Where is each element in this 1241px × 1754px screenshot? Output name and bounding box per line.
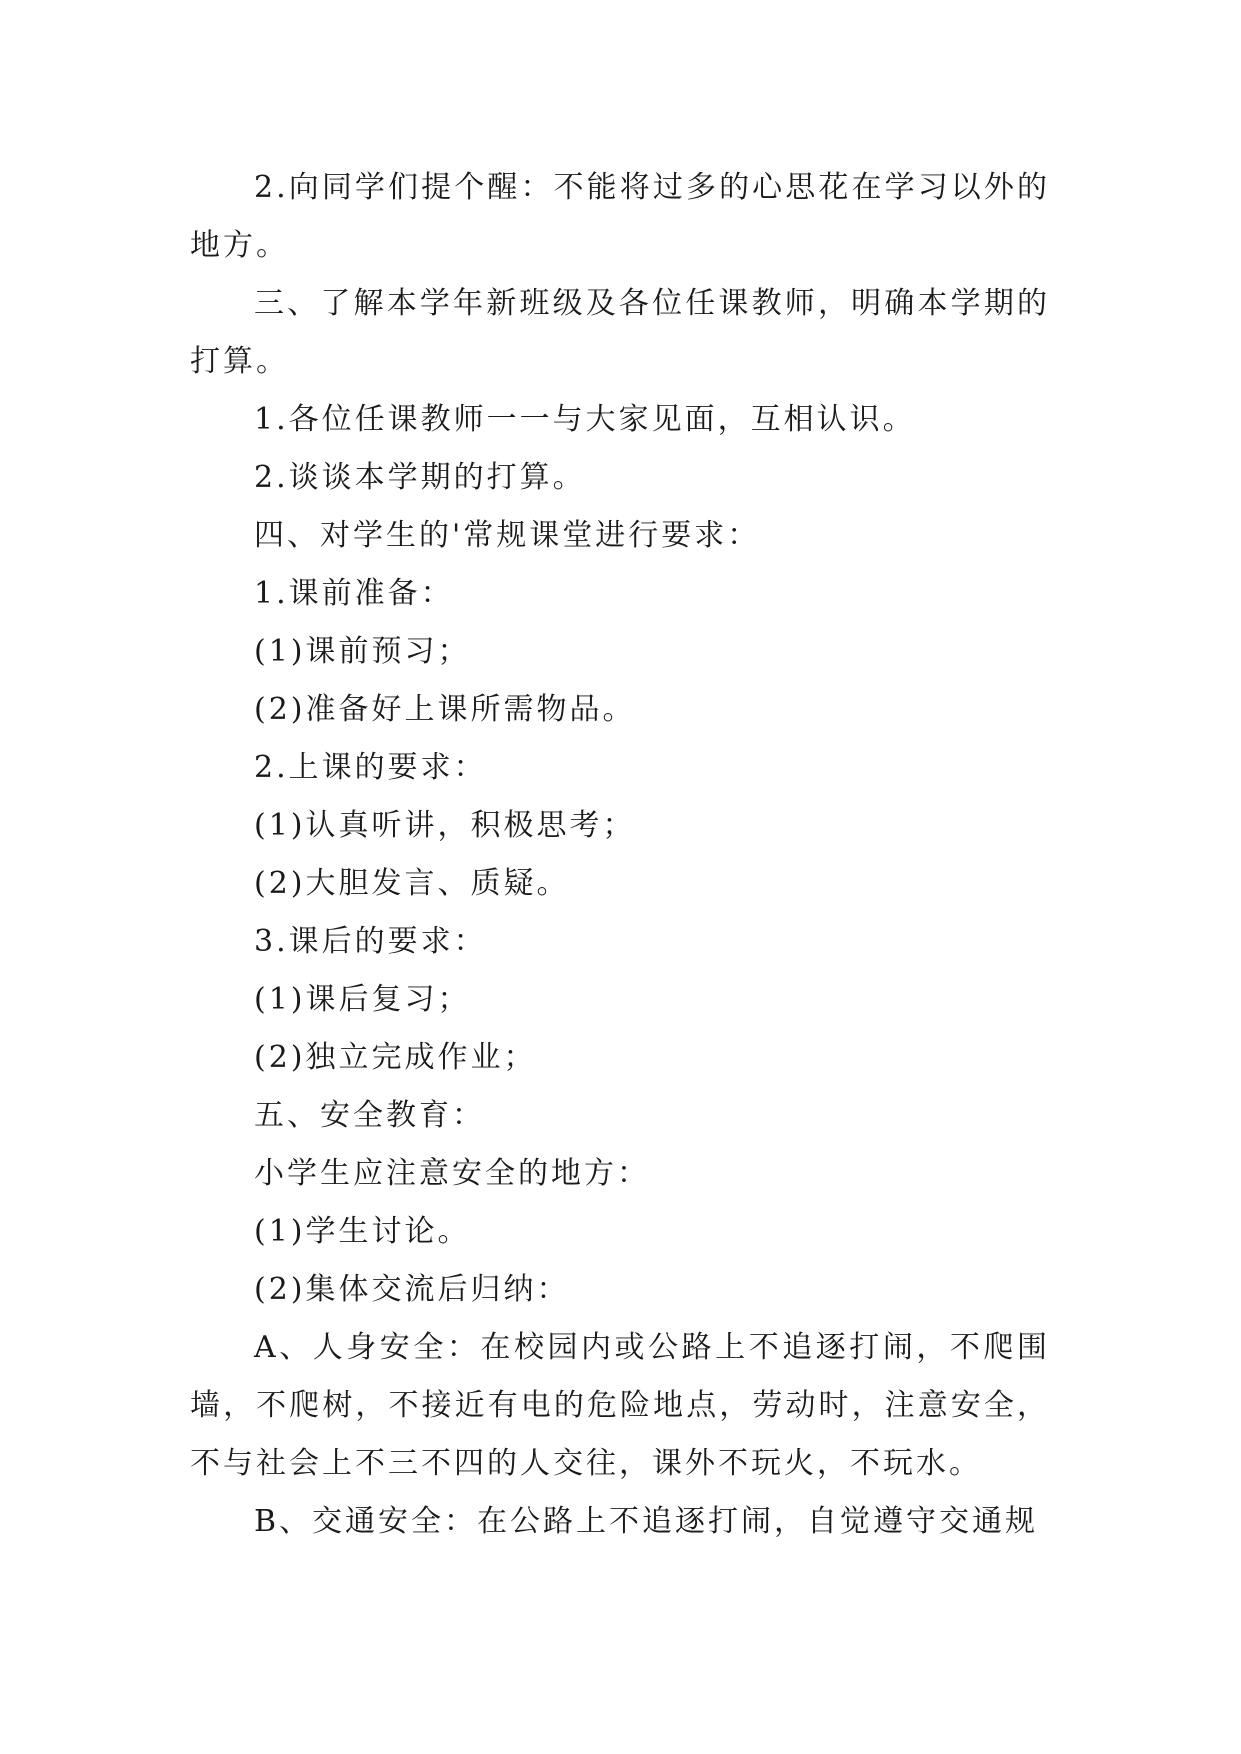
section-heading: 五、安全教育： [254,1098,485,1133]
paragraph: 小学生应注意安全的地方： [254,1156,650,1191]
list-item: 2.谈谈本学期的打算。 [254,460,586,495]
section-heading: 三、了解本学年新班级及各位任课教师，明确本学期的打算。 [190,286,1050,379]
list-item: 3.课后的要求： [254,924,487,959]
sub-list-item: (1)学生讨论。 [254,1214,471,1249]
sub-list-item: (2)独立完成作业； [254,1040,537,1075]
section-heading: 四、对学生的'常规课堂进行要求： [254,518,761,553]
sub-list-item: (1)课后复习； [254,982,471,1017]
list-item: 1.课前准备： [254,576,454,611]
sub-list-item: (2)大胆发言、质疑。 [254,866,570,901]
paragraph: 2.向同学们提个醒：不能将过多的心思花在学习以外的地方。 [190,170,1050,263]
sub-list-item: (1)课前预习； [254,634,471,669]
paragraph: A、人身安全：在校园内或公路上不追逐打闹，不爬围墙，不爬树，不接近有电的危险地点，劳动时，注意安全，不与社会上不三不四的人交往，课外不玩火，不玩水。 [190,1330,1050,1481]
document-body [190,159,1050,1551]
sub-list-item: (1)认真听讲，积极思考； [254,808,636,843]
list-item: 2.上课的要求： [254,750,487,785]
sub-list-item: (2)集体交流后归纳： [254,1272,570,1307]
list-item: 1.各位任课教师一一与大家见面，互相认识。 [254,402,916,437]
paragraph: B、交通安全：在公路上不追逐打闹，自觉遵守交通规 [254,1504,1039,1539]
sub-list-item: (2)准备好上课所需物品。 [254,692,636,727]
